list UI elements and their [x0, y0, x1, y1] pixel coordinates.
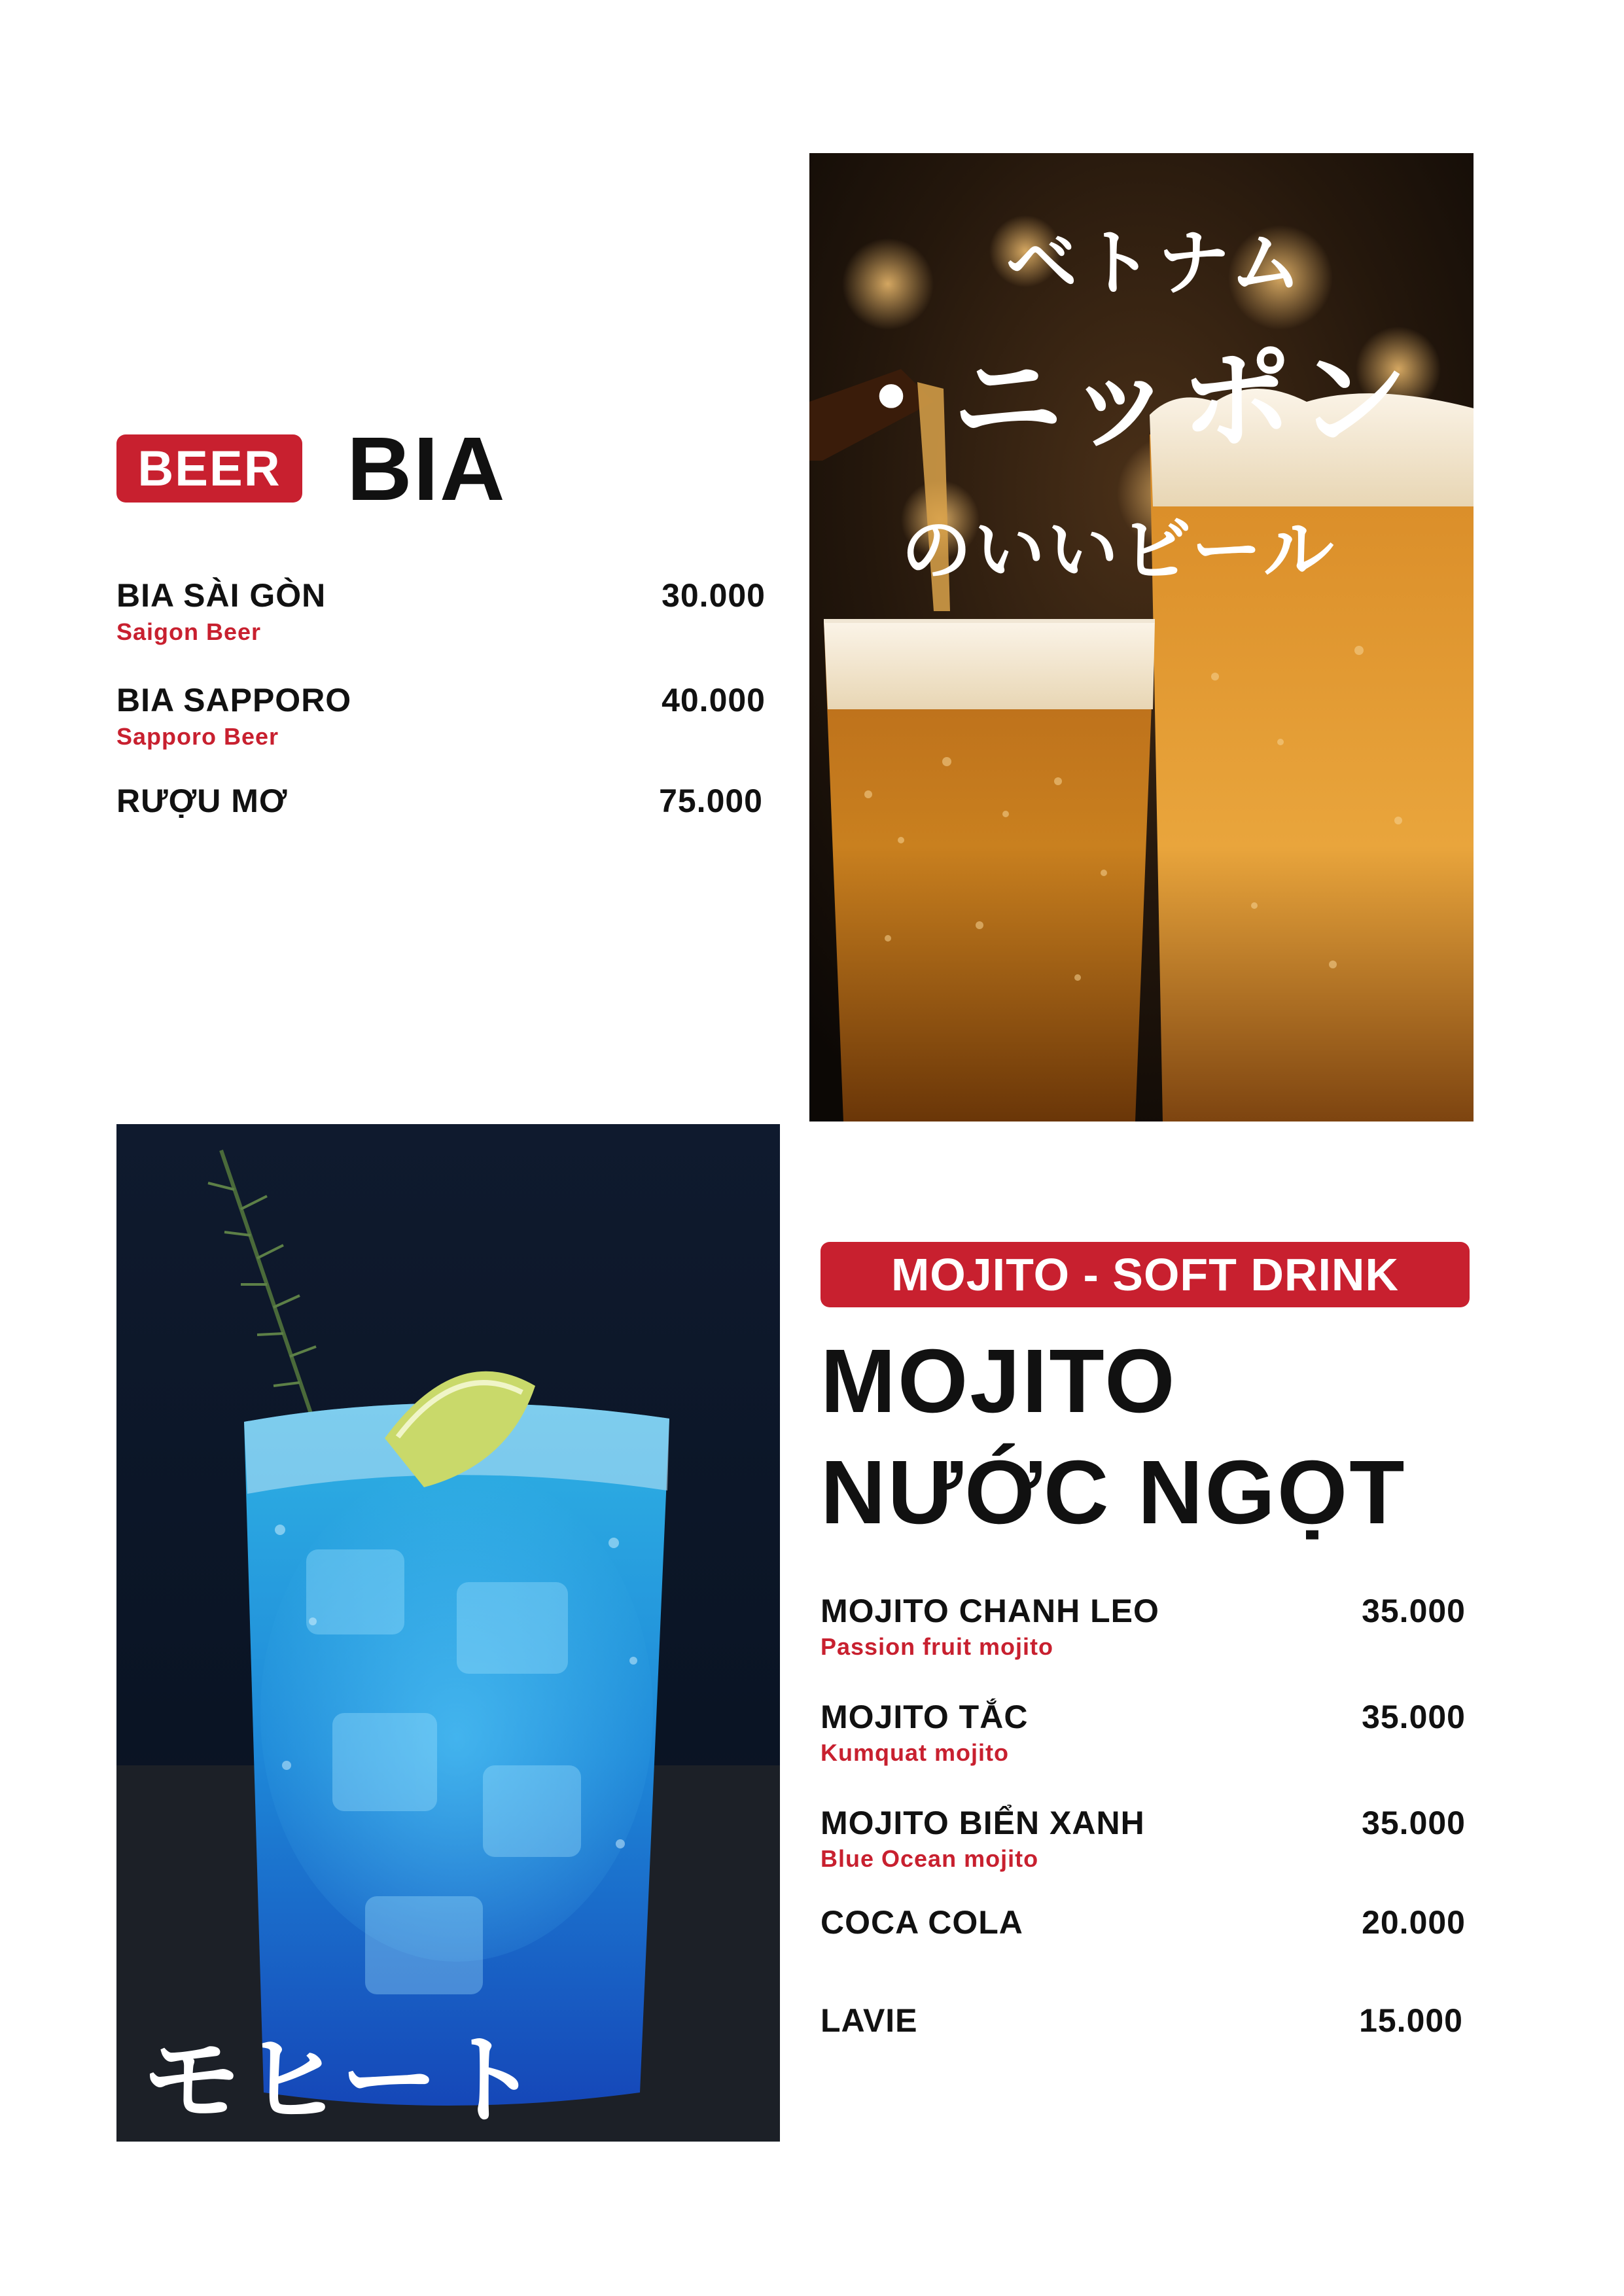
- menu-item-price: 75.000: [659, 783, 763, 819]
- beer-photo-text-line1: ベトナム: [1006, 221, 1306, 305]
- menu-item-subtitle: Saigon Beer: [116, 618, 262, 645]
- menu-item-name: RƯỢU MƠ: [116, 783, 288, 819]
- menu-item-price: 40.000: [662, 682, 766, 718]
- menu-item-subtitle: Passion fruit mojito: [821, 1633, 1054, 1660]
- beer-photo-text-line3: のいいビール: [901, 510, 1337, 592]
- menu-item-subtitle: Sapporo Beer: [116, 723, 279, 750]
- menu-item-price: 35.000: [1362, 1593, 1466, 1629]
- menu-item-name: BIA SÀI GÒN: [116, 577, 327, 614]
- menu-item-name: MOJITO CHANH LEO: [821, 1593, 1159, 1629]
- mojito-section-title-line2: NƯỚC NGỌT: [821, 1442, 1407, 1543]
- menu-item-price: 20.000: [1362, 1904, 1466, 1941]
- menu-item-price: 15.000: [1359, 2002, 1463, 2039]
- menu-item-name: COCA COLA: [821, 1904, 1023, 1941]
- menu-item-price: 35.000: [1362, 1699, 1466, 1735]
- menu-item-name: MOJITO TẮC: [821, 1699, 1029, 1735]
- menu-item-name: MOJITO BIỂN XANH: [821, 1805, 1145, 1841]
- beer-photo-text-line2: ・ニッポン: [836, 336, 1414, 465]
- menu-item-price: 30.000: [662, 577, 766, 614]
- beer-photo: [809, 153, 1474, 1122]
- menu-item-price: 35.000: [1362, 1805, 1466, 1841]
- beer-badge: BEER: [116, 434, 302, 503]
- menu-item-subtitle: Blue Ocean mojito: [821, 1845, 1039, 1872]
- menu-item-name: LAVIE: [821, 2002, 918, 2039]
- menu-item-name: BIA SAPPORO: [116, 682, 352, 718]
- beer-section-title: BIA: [347, 419, 506, 520]
- mojito-section-title-line1: MOJITO: [821, 1331, 1177, 1432]
- menu-item-subtitle: Kumquat mojito: [821, 1739, 1009, 1766]
- mojito-photo-caption: モヒート: [143, 2024, 542, 2138]
- mojito-photo: [116, 1124, 780, 2142]
- mojito-badge: MOJITO - SOFT DRINK: [821, 1242, 1470, 1307]
